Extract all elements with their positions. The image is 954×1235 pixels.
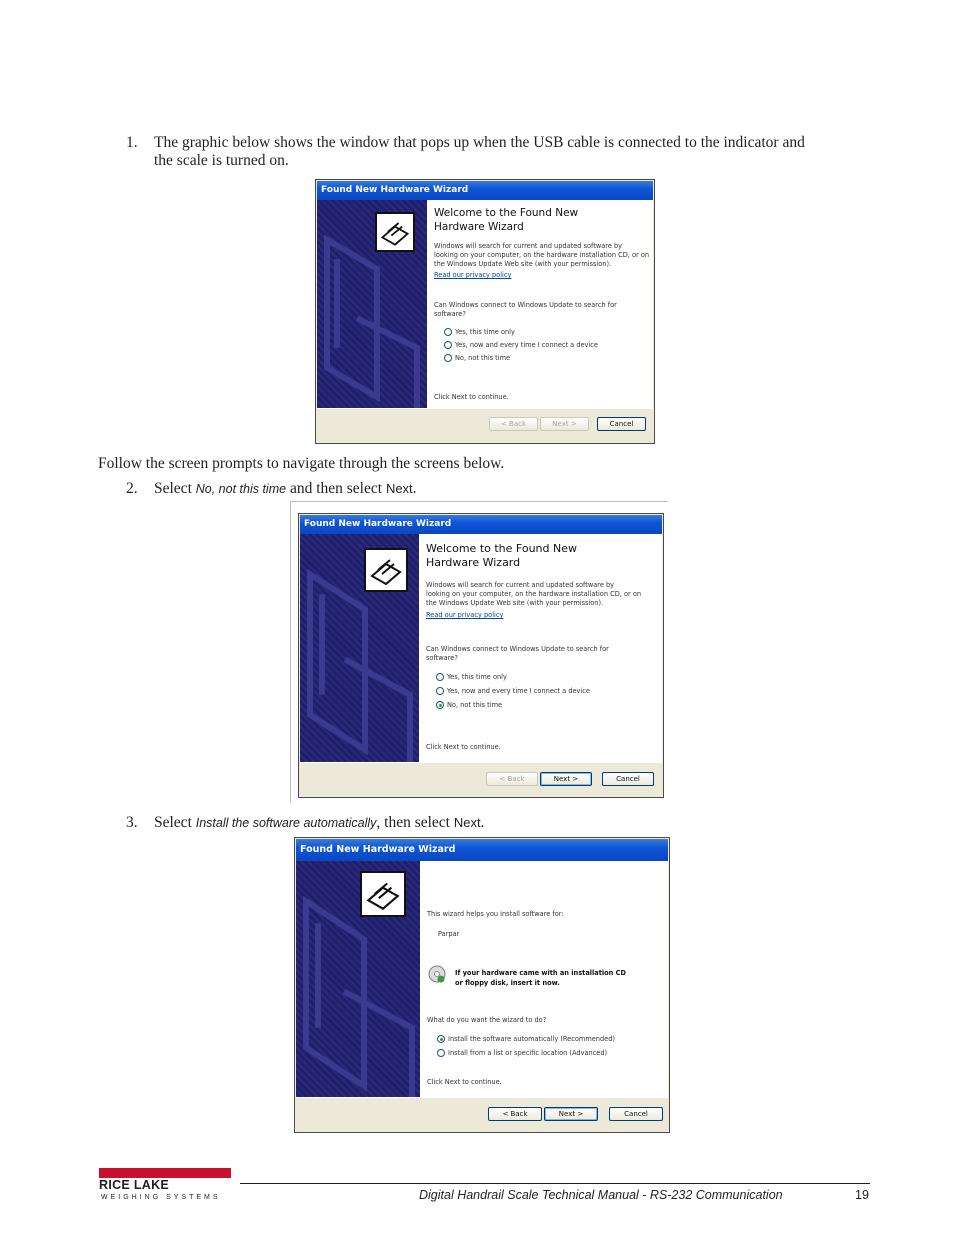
step-1-number: 1. — [126, 134, 138, 151]
wizard-body-line2: looking on your computer, on the hardware installation CD, or on — [426, 590, 642, 598]
brand-logo-subtitle: WEIGHING SYSTEMS — [101, 1194, 221, 1201]
wizard-sidebar-graphic — [317, 200, 427, 409]
footer-manual-title: Digital Handrail Scale Technical Manual - RS-232 Communication — [419, 1188, 783, 1202]
wizard-heading-line2: Hardware Wizard — [426, 556, 521, 569]
wizard-content-panel — [419, 534, 662, 763]
privacy-policy-link[interactable]: Read our privacy policy — [426, 611, 504, 619]
cd-notice-line1: If your hardware came with an installation CD — [455, 969, 626, 977]
wizard-heading-line1: Welcome to the Found New — [434, 207, 579, 219]
radio-icon — [444, 354, 452, 362]
wizard-heading-line1: Welcome to the Found New — [426, 542, 577, 555]
wizard-content-panel — [420, 861, 668, 1098]
follow-prompts-text: Follow the screen prompts to navigate through the screens below. — [98, 455, 505, 472]
step-2-button-ref: Next — [385, 481, 413, 496]
radio-install-from-list[interactable]: Install from a list or specific location (Advanced) — [437, 1048, 607, 1058]
cd-notice-line2: or floppy disk, insert it now. — [455, 979, 560, 987]
wizard-question: What do you want the wizard to do? — [427, 1016, 547, 1024]
wizard-body-line3: the Windows Update Web site (with your permission). — [434, 260, 612, 268]
back-button[interactable]: < Back — [486, 772, 538, 786]
radio-icon — [444, 341, 452, 349]
screenshot-frame-left — [290, 501, 291, 803]
radio-install-automatically[interactable]: Install the software automatically (Recommended) — [437, 1034, 615, 1044]
wizard-body-line3: the Windows Update Web site (with your permission). — [426, 599, 604, 607]
step-1-text-line2: the scale is turned on. — [154, 152, 289, 169]
cancel-button[interactable]: Cancel — [609, 1107, 663, 1121]
wizard-body-line2: looking on your computer, on the hardware installation CD, or on — [434, 251, 650, 259]
footer-page-number: 19 — [855, 1188, 869, 1202]
wizard-question-line2: software? — [426, 654, 458, 662]
step-3-option: Install the software automatically — [195, 816, 377, 830]
wizard-titlebar: Found New Hardware Wizard — [317, 181, 653, 200]
wizard-button-bar — [317, 408, 653, 442]
wizard-sidebar-graphic — [296, 861, 420, 1098]
next-button[interactable]: Next > — [540, 772, 592, 786]
radio-yes-every-time[interactable]: Yes, now and every time I connect a device — [436, 686, 590, 696]
radio-selected-icon — [436, 701, 444, 709]
radio-icon — [436, 687, 444, 695]
radio-selected-icon — [437, 1035, 445, 1043]
step-1-text-line1: The graphic below shows the window that pops up when the USB cable is connected to the indicator and — [154, 134, 805, 151]
wizard-continue-text: Click Next to continue. — [427, 1078, 502, 1086]
wizard-titlebar: Found New Hardware Wizard — [300, 515, 662, 534]
wizard-content-panel — [427, 200, 653, 409]
step-3-text: Select Install the software automatically, then select Next. — [154, 814, 485, 831]
radio-yes-this-time[interactable]: Yes, this time only — [436, 672, 507, 682]
wizard-body-line1: Windows will search for current and updated software by — [426, 581, 615, 589]
footer-rule — [240, 1183, 870, 1184]
cancel-button[interactable]: Cancel — [602, 772, 654, 786]
wizard-body-line1: Windows will search for current and updated software by — [434, 242, 623, 250]
step-3-number: 3. — [126, 814, 138, 831]
brand-logo-name: RICE LAKE — [99, 1178, 170, 1192]
brand-logo-bar — [99, 1168, 231, 1178]
next-button[interactable]: Next > — [540, 417, 589, 431]
wizard-question-line1: Can Windows connect to Windows Update to search for — [426, 645, 609, 653]
radio-no-not-this-time[interactable]: No, not this time — [444, 353, 510, 363]
wizard-question-line1: Can Windows connect to Windows Update to search for — [434, 301, 617, 309]
radio-yes-every-time[interactable]: Yes, now and every time I connect a device — [444, 340, 598, 350]
radio-icon — [436, 673, 444, 681]
radio-yes-this-time[interactable]: Yes, this time only — [444, 327, 515, 337]
wizard-window-1 — [315, 179, 655, 444]
hardware-wizard-icon — [360, 871, 406, 917]
wizard-button-bar — [300, 762, 662, 796]
wizard-continue-text: Click Next to continue. — [426, 743, 501, 751]
next-button[interactable]: Next > — [544, 1107, 598, 1121]
wizard-button-bar — [296, 1097, 668, 1131]
hardware-wizard-icon — [375, 212, 415, 252]
step-2-text: Select No, not this time and then select Next. — [154, 480, 417, 497]
wizard-intro-text: This wizard helps you install software for: — [427, 910, 564, 918]
radio-icon — [437, 1049, 445, 1057]
device-name: Parpar — [438, 930, 460, 938]
step-2-number: 2. — [126, 480, 138, 497]
wizard-window-2 — [298, 513, 664, 798]
wizard-continue-text: Click Next to continue. — [434, 393, 509, 401]
privacy-policy-link[interactable]: Read our privacy policy — [434, 271, 512, 279]
wizard-heading-line2: Hardware Wizard — [434, 221, 524, 233]
radio-icon — [444, 328, 452, 336]
radio-no-not-this-time[interactable]: No, not this time — [436, 700, 502, 710]
wizard-titlebar: Found New Hardware Wizard — [296, 839, 668, 861]
wizard-question-line2: software? — [434, 310, 466, 318]
back-button[interactable]: < Back — [488, 1107, 542, 1121]
wizard-sidebar-graphic — [300, 534, 419, 763]
step-3-button-ref: Next — [453, 815, 481, 830]
step-2-option: No, not this time — [195, 482, 287, 496]
cd-icon — [428, 965, 446, 983]
hardware-wizard-icon — [364, 548, 408, 592]
wizard-window-3 — [294, 837, 670, 1133]
cancel-button[interactable]: Cancel — [597, 417, 646, 431]
back-button[interactable]: < Back — [489, 417, 538, 431]
screenshot-frame-top — [290, 501, 668, 502]
